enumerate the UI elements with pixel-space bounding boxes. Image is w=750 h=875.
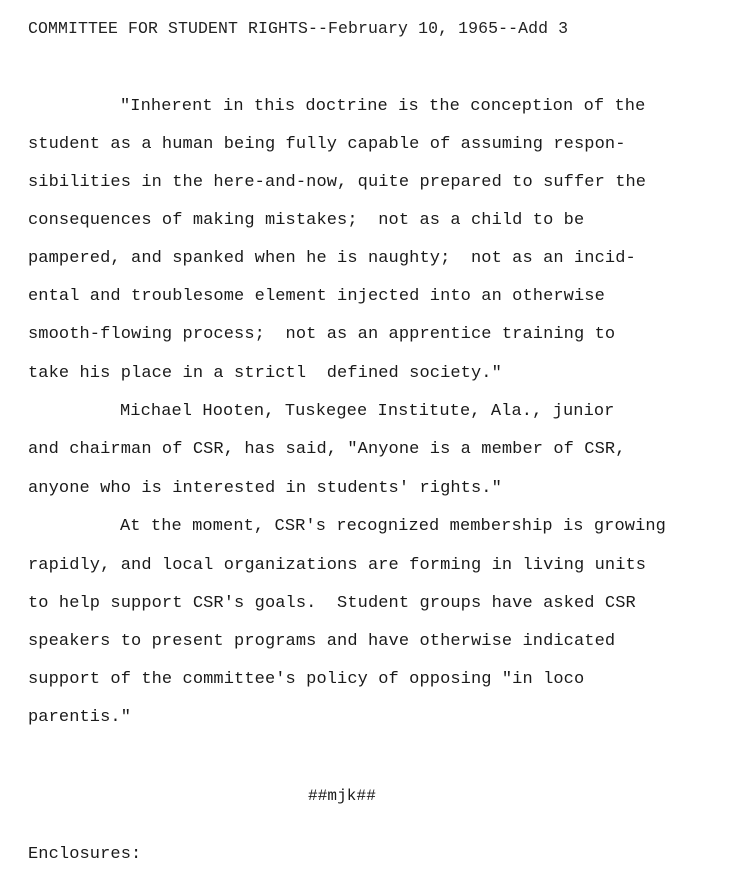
end-mark: ##mjk## [308, 787, 376, 805]
text-line: anyone who is interested in students' rights." [28, 479, 502, 498]
text-line: ental and troublesome element injected into an otherwise [28, 287, 605, 306]
text-line: rapidly, and local organizations are forming in living units [28, 556, 647, 575]
text-line: support of the committee's policy of opposing "in loco [28, 670, 585, 689]
text-line: consequences of making mistakes; not as a child to be [28, 211, 585, 230]
text-line: to help support CSR's goals. Student groups have asked CSR [28, 594, 636, 613]
text-line: parentis." [28, 708, 132, 727]
text-line: smooth-flowing process; not as an apprentice training to [28, 325, 616, 344]
text-line: speakers to present programs and have otherwise indicated [28, 632, 616, 651]
text-line: At the moment, CSR's recognized membership is growing [120, 517, 666, 536]
text-line: "Inherent in this doctrine is the conception of the [120, 97, 646, 116]
text-line: pampered, and spanked when he is naughty; not as an incid- [28, 249, 636, 268]
text-line: student as a human being fully capable of assuming respon- [28, 135, 626, 154]
page-header: COMMITTEE FOR STUDENT RIGHTS--February 10, 1965--Add 3 [28, 19, 569, 38]
text-line: Michael Hooten, Tuskegee Institute, Ala., junior [120, 402, 615, 421]
enclosures-label: Enclosures: [28, 845, 142, 864]
text-line: take his place in a strictl defined society." [28, 364, 502, 383]
text-line: sibilities in the here-and-now, quite prepared to suffer the [28, 173, 647, 192]
text-line: and chairman of CSR, has said, "Anyone is a member of CSR, [28, 440, 626, 459]
